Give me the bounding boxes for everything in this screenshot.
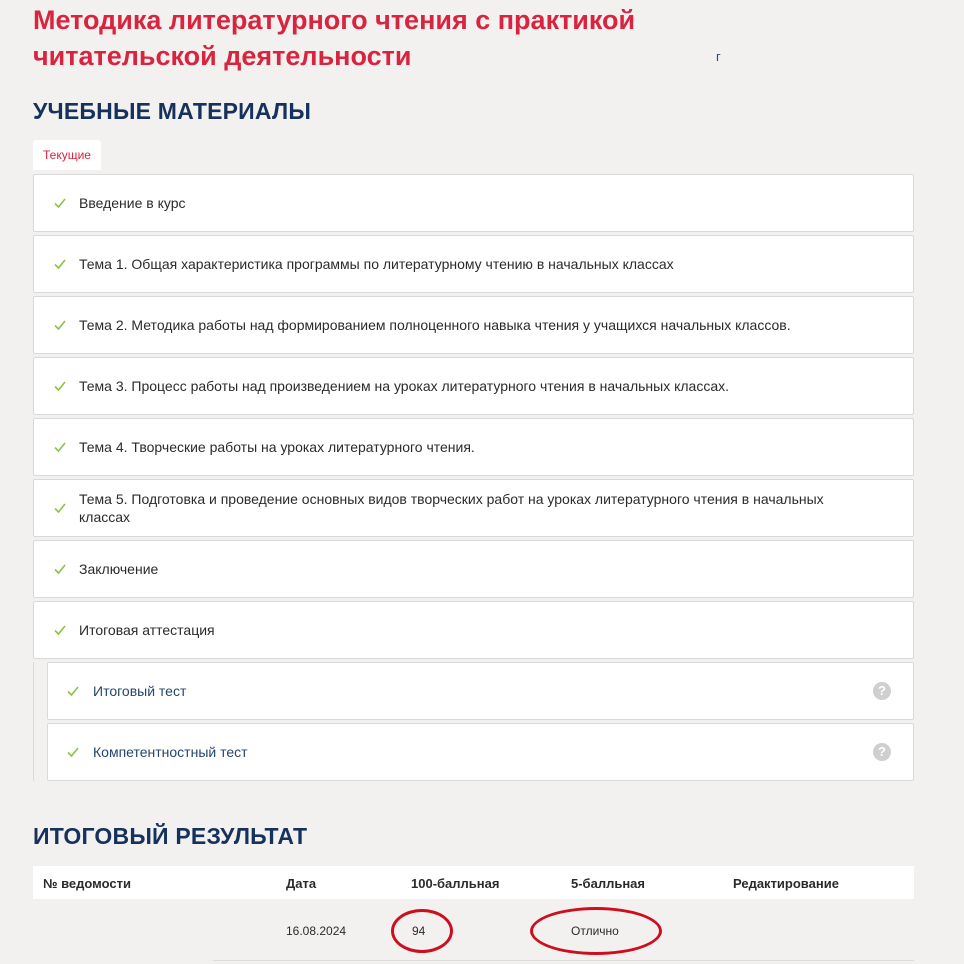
check-icon [54, 563, 66, 575]
stray-character: г [716, 49, 721, 64]
cell-score-5: Отлично [571, 924, 619, 938]
material-item-final-assessment[interactable] [33, 601, 914, 659]
material-item-label: Тема 2. Методика работы над формированием полноценного навыка чтения у учащихся начальных классов. [79, 317, 791, 333]
cell-date: 16.08.2024 [286, 924, 347, 938]
material-item-topic-4[interactable] [33, 418, 914, 476]
materials-heading: УЧЕБНЫЕ МАТЕРИАЛЫ [33, 98, 312, 124]
material-item-label: Тема 3. Процесс работы над произведением на уроках литературного чтения в начальных классах. [79, 378, 730, 394]
material-item-label: Введение в курс [79, 195, 186, 211]
column-statement-no: № ведомости [43, 876, 131, 891]
check-icon [54, 319, 66, 331]
help-icon[interactable]: ? [873, 743, 891, 761]
material-item-label: Тема 4. Творческие работы на уроках литературного чтения. [79, 439, 475, 455]
column-date: Дата [286, 876, 317, 891]
sub-item-label: Компетентностный тест [93, 744, 248, 760]
check-icon [54, 502, 66, 514]
material-item-label: Тема 1. Общая характеристика программы по литературному чтению в начальных классах [79, 256, 674, 272]
result-table-header [33, 866, 914, 899]
material-item-label: Тема 5. Подготовка и проведение основных видов творческих работ на уроках литературного чтения в начальных классах [79, 491, 824, 525]
material-item-topic-5[interactable] [33, 479, 914, 537]
check-icon [67, 685, 79, 697]
sub-item-label: Итоговый тест [93, 683, 187, 699]
material-item-label: Заключение [79, 561, 159, 577]
material-item-intro[interactable] [33, 174, 914, 232]
check-icon [54, 258, 66, 270]
column-score-100: 100-балльная [411, 876, 500, 891]
check-icon [54, 380, 66, 392]
course-title: Методика литературного чтения с практикой читательской деятельности [33, 5, 636, 71]
help-icon[interactable]: ? [873, 682, 891, 700]
score-5-highlight-ellipse [530, 907, 662, 955]
result-heading: ИТОГОВЫЙ РЕЗУЛЬТАТ [33, 823, 308, 849]
material-item-conclusion[interactable] [33, 540, 914, 598]
sub-items-rail [33, 662, 47, 781]
column-edit: Редактирование [733, 876, 839, 891]
check-icon [54, 441, 66, 453]
material-item-topic-2[interactable] [33, 296, 914, 354]
row-divider [213, 960, 914, 961]
score-100-highlight-ellipse [391, 909, 453, 953]
sub-item-final-test[interactable] [47, 662, 914, 720]
check-icon [54, 197, 66, 209]
check-icon [54, 624, 66, 636]
tab-current[interactable]: Текущие [33, 140, 101, 170]
material-item-topic-3[interactable] [33, 357, 914, 415]
check-icon [67, 746, 79, 758]
sub-item-competency-test[interactable] [47, 723, 914, 781]
material-item-label: Итоговая аттестация [79, 622, 215, 638]
cell-score-100: 94 [412, 924, 426, 938]
material-item-topic-1[interactable] [33, 235, 914, 293]
column-score-5: 5-балльная [571, 876, 645, 891]
